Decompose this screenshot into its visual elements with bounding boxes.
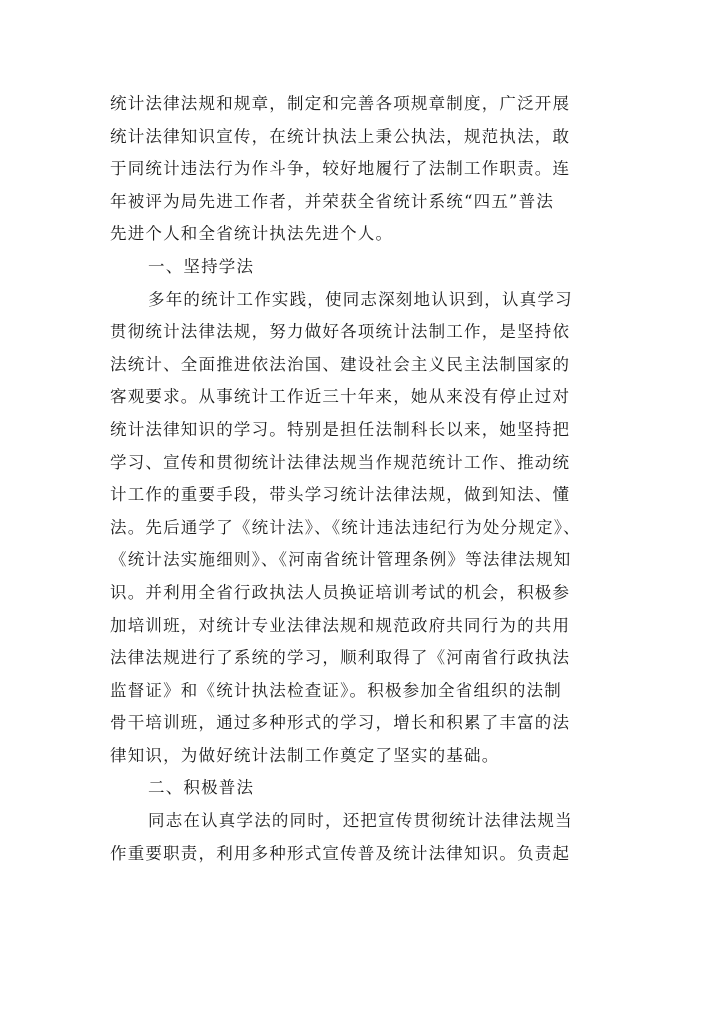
text-line: 年被评为局先进工作者，并荣获全省统计系统“四五”普法	[110, 191, 555, 211]
paragraph-start: 多年的统计工作实践，使同志深刻地认识到，认真学习	[148, 289, 573, 309]
text-line: 监督证》和《统计执法检查证》。积极参加全省组织的法制	[110, 680, 562, 700]
text-line: 法统计、全面推进依法治国、建设社会主义民主法制国家的	[110, 354, 571, 374]
text-line: 贯彻统计法律法规，努力做好各项统计法制工作，是坚持依	[110, 322, 571, 342]
text-line: 作重要职责，利用多种形式宣传普及统计法律知识。负责起	[110, 843, 571, 863]
text-line: 统计法律法规和规章，制定和完善各项规章制度，广泛开展	[110, 94, 571, 113]
text-line: 客观要求。从事统计工作近三十年来，她从来没有停止过对	[110, 387, 571, 407]
text-line: 统计法律知识宣传，在统计执法上秉公执法，规范执法，敢	[110, 126, 571, 146]
text-line: 于同统计违法行为作斗争，较好地履行了法制工作职责。连	[110, 159, 571, 179]
section-heading-1: 一、坚持学法	[148, 256, 255, 276]
text-line: 加培训班，对统计专业法律法规和规范政府共同行为的共用	[110, 615, 571, 635]
body-text	[110, 88, 630, 870]
text-line: 学习、宣传和贯彻统计法律法规当作规范统计工作、推动统	[110, 452, 571, 472]
text-line: 骨干培训班，通过多种形式的学习，增长和积累了丰富的法	[110, 713, 571, 733]
text-line: 计工作的重要手段，带头学习统计法律法规，做到知法、懂	[110, 485, 571, 505]
paragraph-start: 同志在认真学法的同时，还把宣传贯彻统计法律法规当	[148, 811, 573, 831]
text-line: 律知识，为做好统计法制工作奠定了坚实的基础。	[110, 745, 500, 765]
text-line: 法。先后通学了《统计法》、《统计违法违纪行为处分规定》、	[110, 517, 581, 537]
text-line: 《统计法实施细则》、《河南省统计管理条例》等法律法规知	[110, 550, 572, 570]
text-line: 识。并利用全省行政执法人员换证培训考试的机会，积极参	[110, 582, 571, 602]
text-line: 法律法规进行了系统的学习，顺利取得了《河南省行政执法	[110, 648, 571, 668]
section-heading-2: 二、积极普法	[148, 778, 255, 798]
text-line: 统计法律知识的学习。特别是担任法制科长以来，她坚持把	[110, 419, 571, 439]
text-line: 先进个人和全省统计执法先进个人。	[110, 224, 394, 244]
